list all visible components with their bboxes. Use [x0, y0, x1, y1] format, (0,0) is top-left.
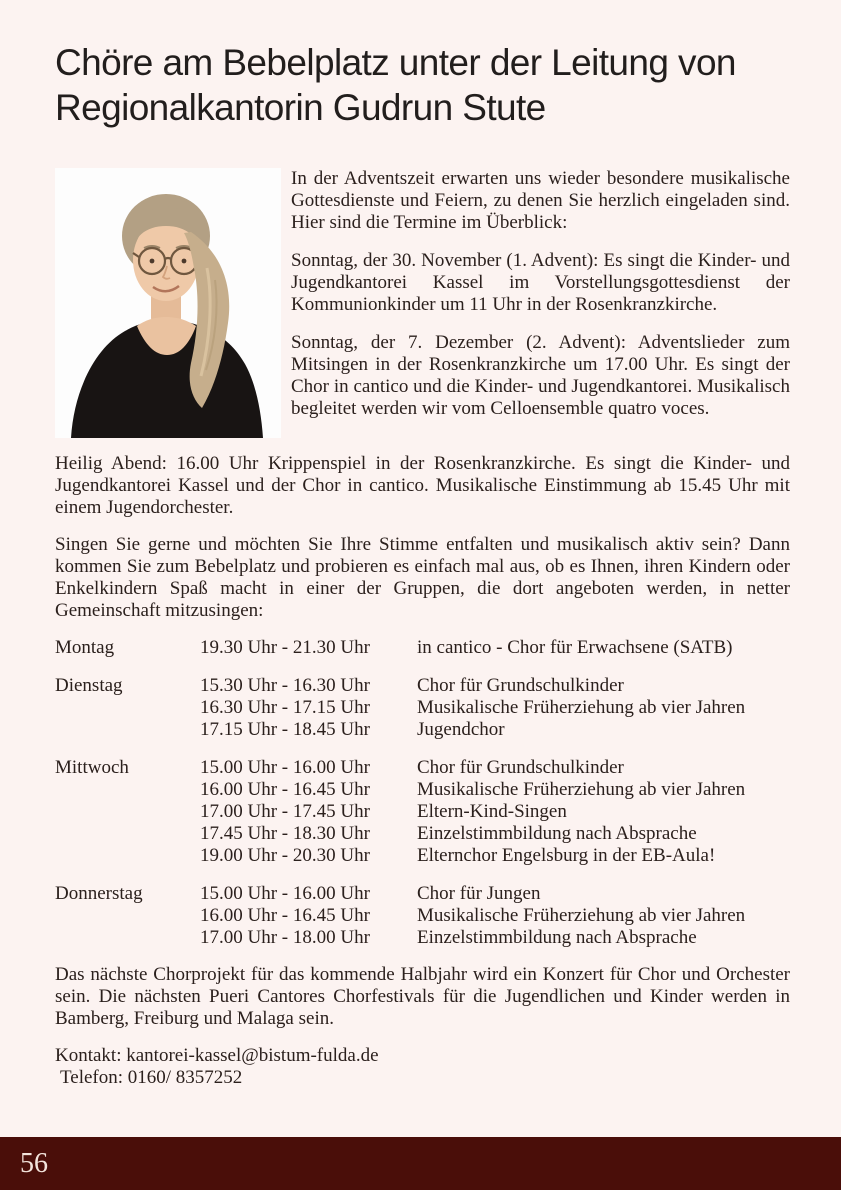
session-row [200, 637, 790, 659]
page-title: Chöre am Bebelplatz unter der Leitung von Regionalkantorin Gudrun Stute [55, 42, 736, 129]
contact-email-line: Kontakt: kantorei-kassel@bistum-fulda.de [55, 1045, 379, 1067]
choir-schedule [55, 637, 790, 949]
session-time: 17.45 Uhr - 18.30 Uhr [200, 823, 370, 845]
intro-text-column [291, 168, 790, 438]
session-time: 17.15 Uhr - 18.45 Uhr [200, 719, 370, 741]
session-time: 17.00 Uhr - 18.00 Uhr [200, 927, 370, 949]
session-activity: Chor für Grundschulkinder [417, 757, 624, 779]
session-activity: Chor für Jungen [417, 883, 541, 905]
session-activity: in cantico - Chor für Erwachsene (SATB) [417, 637, 733, 659]
footer-bar [0, 1137, 841, 1190]
day-label: Montag [55, 637, 115, 659]
contact-block [55, 1045, 790, 1089]
session-row [200, 779, 790, 801]
day-label: Mittwoch [55, 757, 129, 779]
paragraph-invitation: Singen Sie gerne und möchten Sie Ihre Stimme entfalten und musikalisch aktiv sein? Dann kommen Sie zum Bebelplatz und probieren es einfach mal aus, ob es Ihnen, ihren Kindern oder Enkelkindern Spaß macht in einer der Gruppen, die dort angeboten werden, in netter Gemeinschaft mitzusingen: [55, 534, 790, 622]
session-activity: Jugendchor [417, 719, 505, 741]
schedule-group-mittwoch [55, 757, 790, 867]
session-activity: Einzelstimmbildung nach Absprache [417, 823, 697, 845]
session-activity: Chor für Grundschulkinder [417, 675, 624, 697]
intro-paragraph-erster-advent: Sonntag, der 30. November (1. Advent): Es singt die Kinder- und Jugendkantorei Kassel im Vorstellungsgottesdienst der Kommunionkinder um 11 Uhr in der Rosenkranzkirche. [291, 250, 790, 316]
contact-phone-line: Telefon: 0160/ 8357252 [60, 1067, 243, 1089]
paragraph-chorprojekt: Das nächste Chorprojekt für das kommende Halbjahr wird ein Konzert für Chor und Orchester sein. Die nächsten Pueri Cantores Chorfestivals für die Jugendlichen und Kinder werden in Bamberg, Freiburg und Malaga sein. [55, 964, 790, 1030]
intro-paragraph-zweiter-advent: Sonntag, der 7. Dezember (2. Advent): Adventslieder zum Mitsingen in der Rosenkranzkirche um 17.00 Uhr. Es singt der Chor in cantico und die Kinder- und Jugendkantorei. Musikalisch begleitet werden wir vom Celloensemble quatro voces. [291, 332, 790, 420]
session-row [200, 927, 790, 949]
session-time: 15.00 Uhr - 16.00 Uhr [200, 757, 370, 779]
intro-section [55, 168, 790, 438]
day-label: Dienstag [55, 675, 123, 697]
session-time: 15.00 Uhr - 16.00 Uhr [200, 883, 370, 905]
session-time: 15.30 Uhr - 16.30 Uhr [200, 675, 370, 697]
schedule-group-montag [55, 637, 790, 659]
session-time: 19.00 Uhr - 20.30 Uhr [200, 845, 370, 867]
session-activity: Eltern-Kind-Singen [417, 801, 567, 823]
session-time: 17.00 Uhr - 17.45 Uhr [200, 801, 370, 823]
intro-paragraph-adventszeit: In der Adventszeit erwarten uns wieder besondere musikalische Gottesdienste und Feiern, zu denen Sie herzlich eingeladen sind. Hier sind die Termine im Überblick: [291, 168, 790, 234]
session-row [200, 801, 790, 823]
session-row [200, 757, 790, 779]
session-row [200, 883, 790, 905]
session-row [200, 675, 790, 697]
page-number: 56 [20, 1148, 48, 1179]
session-activity: Musikalische Früherziehung ab vier Jahren [417, 905, 746, 927]
session-time: 16.00 Uhr - 16.45 Uhr [200, 905, 370, 927]
session-row [200, 845, 790, 867]
schedule-group-donnerstag [55, 883, 790, 949]
session-activity: Musikalische Früherziehung ab vier Jahren [417, 779, 746, 801]
portrait-illustration [55, 168, 281, 438]
session-time: 16.00 Uhr - 16.45 Uhr [200, 779, 370, 801]
session-row [200, 905, 790, 927]
session-row [200, 719, 790, 741]
paragraph-heilig-abend: Heilig Abend: 16.00 Uhr Krippenspiel in der Rosenkranzkirche. Es singt die Kinder- und Jugendkantorei Kassel und der Chor in cantico. Musikalische Einstimmung ab 15.45 Uhr mit einem Jugendorchester. [55, 453, 790, 519]
schedule-group-dienstag [55, 675, 790, 741]
session-time: 19.30 Uhr - 21.30 Uhr [200, 637, 370, 659]
session-row [200, 823, 790, 845]
portrait-photo [55, 168, 281, 438]
session-activity: Musikalische Früherziehung ab vier Jahren [417, 697, 746, 719]
session-row [200, 697, 790, 719]
day-label: Donnerstag [55, 883, 143, 905]
session-activity: Elternchor Engelsburg in der EB-Aula! [417, 845, 716, 867]
session-activity: Einzelstimmbildung nach Absprache [417, 927, 697, 949]
session-time: 16.30 Uhr - 17.15 Uhr [200, 697, 370, 719]
